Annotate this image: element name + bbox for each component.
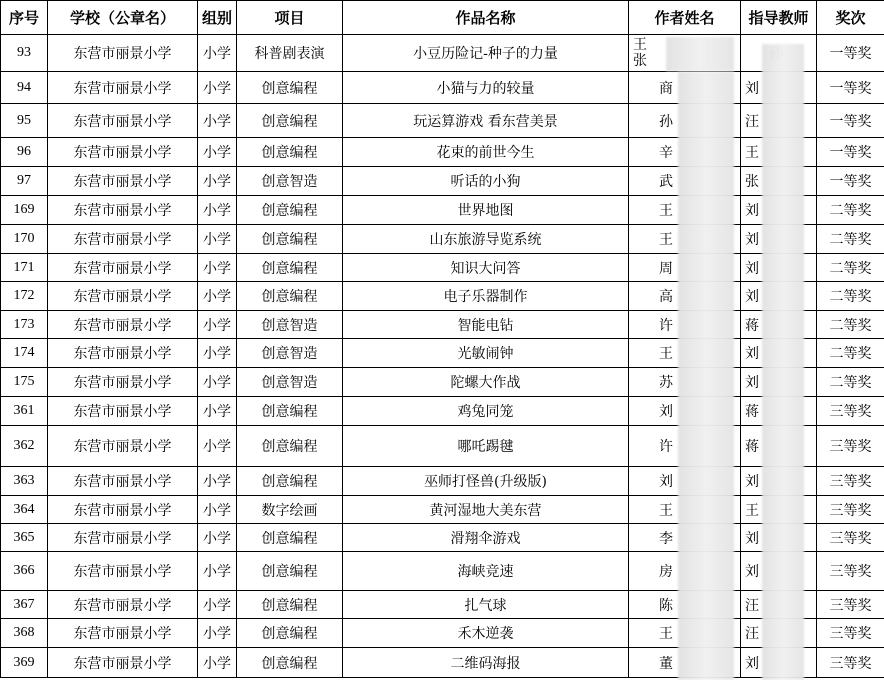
cell-group: 小学 <box>198 619 237 648</box>
cell-work: 二维码海报 <box>343 648 629 678</box>
table-row <box>1 254 884 282</box>
cell-author: 辛 <box>629 138 741 167</box>
cell-group: 小学 <box>198 552 237 591</box>
cell-work: 玩运算游戏 看东营美景 <box>343 104 629 138</box>
cell-author: 房 <box>629 552 741 591</box>
cell-group: 小学 <box>198 254 237 282</box>
cell-author: 高 <box>629 282 741 311</box>
cell-award: 三等奖 <box>817 591 884 619</box>
cell-school: 东营市丽景小学 <box>48 368 198 397</box>
cell-author: 李 <box>629 524 741 552</box>
cell-seq: 369 <box>1 648 48 678</box>
table-row <box>1 648 884 678</box>
cell-author: 刘 <box>629 467 741 496</box>
cell-project: 创意编程 <box>237 397 343 426</box>
cell-teacher: 刘 <box>741 196 817 225</box>
cell-teacher: 刘 <box>741 339 817 368</box>
cell-project: 创意编程 <box>237 467 343 496</box>
cell-project: 创意编程 <box>237 552 343 591</box>
cell-teacher: 刘 <box>741 368 817 397</box>
header-group: 组别 <box>198 1 237 35</box>
cell-award: 二等奖 <box>817 311 884 339</box>
cell-group: 小学 <box>198 397 237 426</box>
table-row <box>1 524 884 552</box>
cell-teacher: 刘 <box>741 524 817 552</box>
header-teacher: 指导教师 <box>741 1 817 35</box>
cell-school: 东营市丽景小学 <box>48 496 198 524</box>
cell-award: 三等奖 <box>817 426 884 467</box>
cell-author: 孙 <box>629 104 741 138</box>
cell-project: 创意编程 <box>237 196 343 225</box>
cell-teacher: 刘 <box>741 648 817 678</box>
table-row <box>1 619 884 648</box>
cell-project: 创意编程 <box>237 648 343 678</box>
table-row <box>1 196 884 225</box>
cell-school: 东营市丽景小学 <box>48 72 198 104</box>
table-row <box>1 591 884 619</box>
cell-teacher: 王 <box>741 138 817 167</box>
header-seq: 序号 <box>1 1 48 35</box>
cell-teacher: 蒋 <box>741 426 817 467</box>
cell-project: 创意编程 <box>237 225 343 254</box>
cell-work: 知识大问答 <box>343 254 629 282</box>
cell-group: 小学 <box>198 524 237 552</box>
cell-group: 小学 <box>198 368 237 397</box>
cell-seq: 173 <box>1 311 48 339</box>
cell-teacher: 汪 <box>741 619 817 648</box>
cell-author: 苏 <box>629 368 741 397</box>
cell-work: 电子乐器制作 <box>343 282 629 311</box>
cell-seq: 366 <box>1 552 48 591</box>
cell-work: 花束的前世今生 <box>343 138 629 167</box>
cell-project: 创意智造 <box>237 311 343 339</box>
cell-group: 小学 <box>198 311 237 339</box>
cell-author: 王 <box>629 196 741 225</box>
cell-work: 世界地图 <box>343 196 629 225</box>
cell-award: 一等奖 <box>817 72 884 104</box>
cell-author: 许 <box>629 426 741 467</box>
cell-project: 创意编程 <box>237 619 343 648</box>
cell-work: 禾木逆袭 <box>343 619 629 648</box>
cell-seq: 367 <box>1 591 48 619</box>
cell-teacher: 张 <box>741 167 817 196</box>
cell-author: 周 <box>629 254 741 282</box>
cell-work: 扎气球 <box>343 591 629 619</box>
table-row <box>1 167 884 196</box>
cell-seq: 362 <box>1 426 48 467</box>
cell-author: 王 <box>629 619 741 648</box>
cell-group: 小学 <box>198 648 237 678</box>
cell-project: 创意编程 <box>237 104 343 138</box>
header-award: 奖次 <box>817 1 884 35</box>
header-project: 项目 <box>237 1 343 35</box>
cell-project: 创意智造 <box>237 167 343 196</box>
table-body <box>1 35 884 678</box>
cell-award: 三等奖 <box>817 496 884 524</box>
cell-award: 三等奖 <box>817 552 884 591</box>
table-row <box>1 552 884 591</box>
cell-author: 王 <box>629 225 741 254</box>
cell-school: 东营市丽景小学 <box>48 254 198 282</box>
cell-teacher: 王 <box>741 496 817 524</box>
cell-project: 创意智造 <box>237 339 343 368</box>
cell-school: 东营市丽景小学 <box>48 104 198 138</box>
header-school: 学校（公章名） <box>48 1 198 35</box>
cell-seq: 172 <box>1 282 48 311</box>
cell-work: 山东旅游导览系统 <box>343 225 629 254</box>
table-row <box>1 104 884 138</box>
cell-author: 陈 <box>629 591 741 619</box>
cell-group: 小学 <box>198 467 237 496</box>
cell-group: 小学 <box>198 496 237 524</box>
cell-work: 海峡竞速 <box>343 552 629 591</box>
cell-teacher: 蒋 <box>741 311 817 339</box>
cell-school: 东营市丽景小学 <box>48 397 198 426</box>
cell-seq: 171 <box>1 254 48 282</box>
cell-school: 东营市丽景小学 <box>48 426 198 467</box>
cell-school: 东营市丽景小学 <box>48 619 198 648</box>
cell-author: 王 <box>629 496 741 524</box>
cell-school: 东营市丽景小学 <box>48 167 198 196</box>
cell-project: 创意编程 <box>237 254 343 282</box>
table-row <box>1 467 884 496</box>
author-redaction-top <box>666 37 734 71</box>
cell-teacher: 刘 <box>741 467 817 496</box>
cell-group: 小学 <box>198 591 237 619</box>
cell-award: 二等奖 <box>817 196 884 225</box>
cell-author: 商 <box>629 72 741 104</box>
cell-award: 二等奖 <box>817 254 884 282</box>
cell-teacher: 刘 <box>741 282 817 311</box>
cell-teacher: 汪 <box>741 591 817 619</box>
cell-group: 小学 <box>198 167 237 196</box>
cell-award: 三等奖 <box>817 524 884 552</box>
cell-seq: 97 <box>1 167 48 196</box>
cell-school: 东营市丽景小学 <box>48 311 198 339</box>
cell-work: 鸡兔同笼 <box>343 397 629 426</box>
cell-seq: 361 <box>1 397 48 426</box>
table-row <box>1 282 884 311</box>
cell-award: 二等奖 <box>817 368 884 397</box>
cell-seq: 169 <box>1 196 48 225</box>
table-row <box>1 339 884 368</box>
table-row <box>1 426 884 467</box>
cell-seq: 174 <box>1 339 48 368</box>
cell-award: 三等奖 <box>817 648 884 678</box>
cell-group: 小学 <box>198 35 237 72</box>
table-row <box>1 35 884 72</box>
cell-work: 听话的小狗 <box>343 167 629 196</box>
table-row <box>1 138 884 167</box>
header-row <box>1 1 884 35</box>
cell-seq: 175 <box>1 368 48 397</box>
cell-award: 一等奖 <box>817 104 884 138</box>
table-row <box>1 72 884 104</box>
cell-seq: 96 <box>1 138 48 167</box>
author-name: 张 <box>633 53 647 69</box>
cell-author: 武 <box>629 167 741 196</box>
cell-school: 东营市丽景小学 <box>48 196 198 225</box>
cell-author: 王 <box>629 339 741 368</box>
cell-school: 东营市丽景小学 <box>48 524 198 552</box>
cell-school: 东营市丽景小学 <box>48 339 198 368</box>
cell-work: 哪吒踢毽 <box>343 426 629 467</box>
cell-work: 小猫与力的较量 <box>343 72 629 104</box>
cell-group: 小学 <box>198 104 237 138</box>
cell-teacher: 刘 <box>741 254 817 282</box>
cell-teacher: 刘 <box>741 225 817 254</box>
cell-work: 巫师打怪兽(升级版) <box>343 467 629 496</box>
cell-project: 科普剧表演 <box>237 35 343 72</box>
cell-award: 三等奖 <box>817 619 884 648</box>
cell-author: 许 <box>629 311 741 339</box>
cell-award: 二等奖 <box>817 339 884 368</box>
cell-award: 三等奖 <box>817 397 884 426</box>
cell-work: 智能电钻 <box>343 311 629 339</box>
cell-award: 一等奖 <box>817 35 884 72</box>
cell-teacher: 刘 <box>741 552 817 591</box>
cell-project: 创意编程 <box>237 524 343 552</box>
cell-work: 滑翔伞游戏 <box>343 524 629 552</box>
cell-project: 创意智造 <box>237 368 343 397</box>
table-row <box>1 311 884 339</box>
cell-author: 刘 <box>629 397 741 426</box>
cell-group: 小学 <box>198 196 237 225</box>
cell-school: 东营市丽景小学 <box>48 282 198 311</box>
cell-work: 黄河湿地大美东营 <box>343 496 629 524</box>
table-row <box>1 496 884 524</box>
cell-award: 一等奖 <box>817 167 884 196</box>
cell-school: 东营市丽景小学 <box>48 225 198 254</box>
cell-group: 小学 <box>198 225 237 254</box>
cell-award: 三等奖 <box>817 467 884 496</box>
cell-award: 一等奖 <box>817 138 884 167</box>
cell-group: 小学 <box>198 339 237 368</box>
cell-project: 创意编程 <box>237 72 343 104</box>
cell-school: 东营市丽景小学 <box>48 138 198 167</box>
cell-seq: 170 <box>1 225 48 254</box>
cell-work: 光敏闹钟 <box>343 339 629 368</box>
header-author: 作者姓名 <box>629 1 741 35</box>
cell-school: 东营市丽景小学 <box>48 467 198 496</box>
cell-project: 创意编程 <box>237 138 343 167</box>
cell-group: 小学 <box>198 426 237 467</box>
cell-teacher: 蒋 <box>741 397 817 426</box>
cell-seq: 368 <box>1 619 48 648</box>
cell-teacher: 汪 <box>741 104 817 138</box>
teacher-redaction <box>762 44 804 680</box>
cell-project: 创意编程 <box>237 282 343 311</box>
cell-group: 小学 <box>198 282 237 311</box>
cell-award: 二等奖 <box>817 282 884 311</box>
cell-seq: 94 <box>1 72 48 104</box>
cell-author: 董 <box>629 648 741 678</box>
table-row <box>1 368 884 397</box>
cell-group: 小学 <box>198 72 237 104</box>
cell-project: 创意编程 <box>237 426 343 467</box>
cell-seq: 364 <box>1 496 48 524</box>
cell-school: 东营市丽景小学 <box>48 648 198 678</box>
author-name: 王 <box>633 37 647 53</box>
author-redaction <box>678 72 734 680</box>
cell-award: 二等奖 <box>817 225 884 254</box>
cell-school: 东营市丽景小学 <box>48 591 198 619</box>
cell-group: 小学 <box>198 138 237 167</box>
cell-project: 创意编程 <box>237 591 343 619</box>
cell-project: 数字绘画 <box>237 496 343 524</box>
cell-work: 小豆历险记-种子的力量 <box>343 35 629 72</box>
cell-school: 东营市丽景小学 <box>48 552 198 591</box>
header-work: 作品名称 <box>343 1 629 35</box>
table-row <box>1 397 884 426</box>
cell-school: 东营市丽景小学 <box>48 35 198 72</box>
cell-seq: 363 <box>1 467 48 496</box>
cell-teacher: 刘 <box>741 72 817 104</box>
cell-seq: 95 <box>1 104 48 138</box>
cell-work: 陀螺大作战 <box>343 368 629 397</box>
table-row <box>1 225 884 254</box>
cell-seq: 93 <box>1 35 48 72</box>
cell-seq: 365 <box>1 524 48 552</box>
